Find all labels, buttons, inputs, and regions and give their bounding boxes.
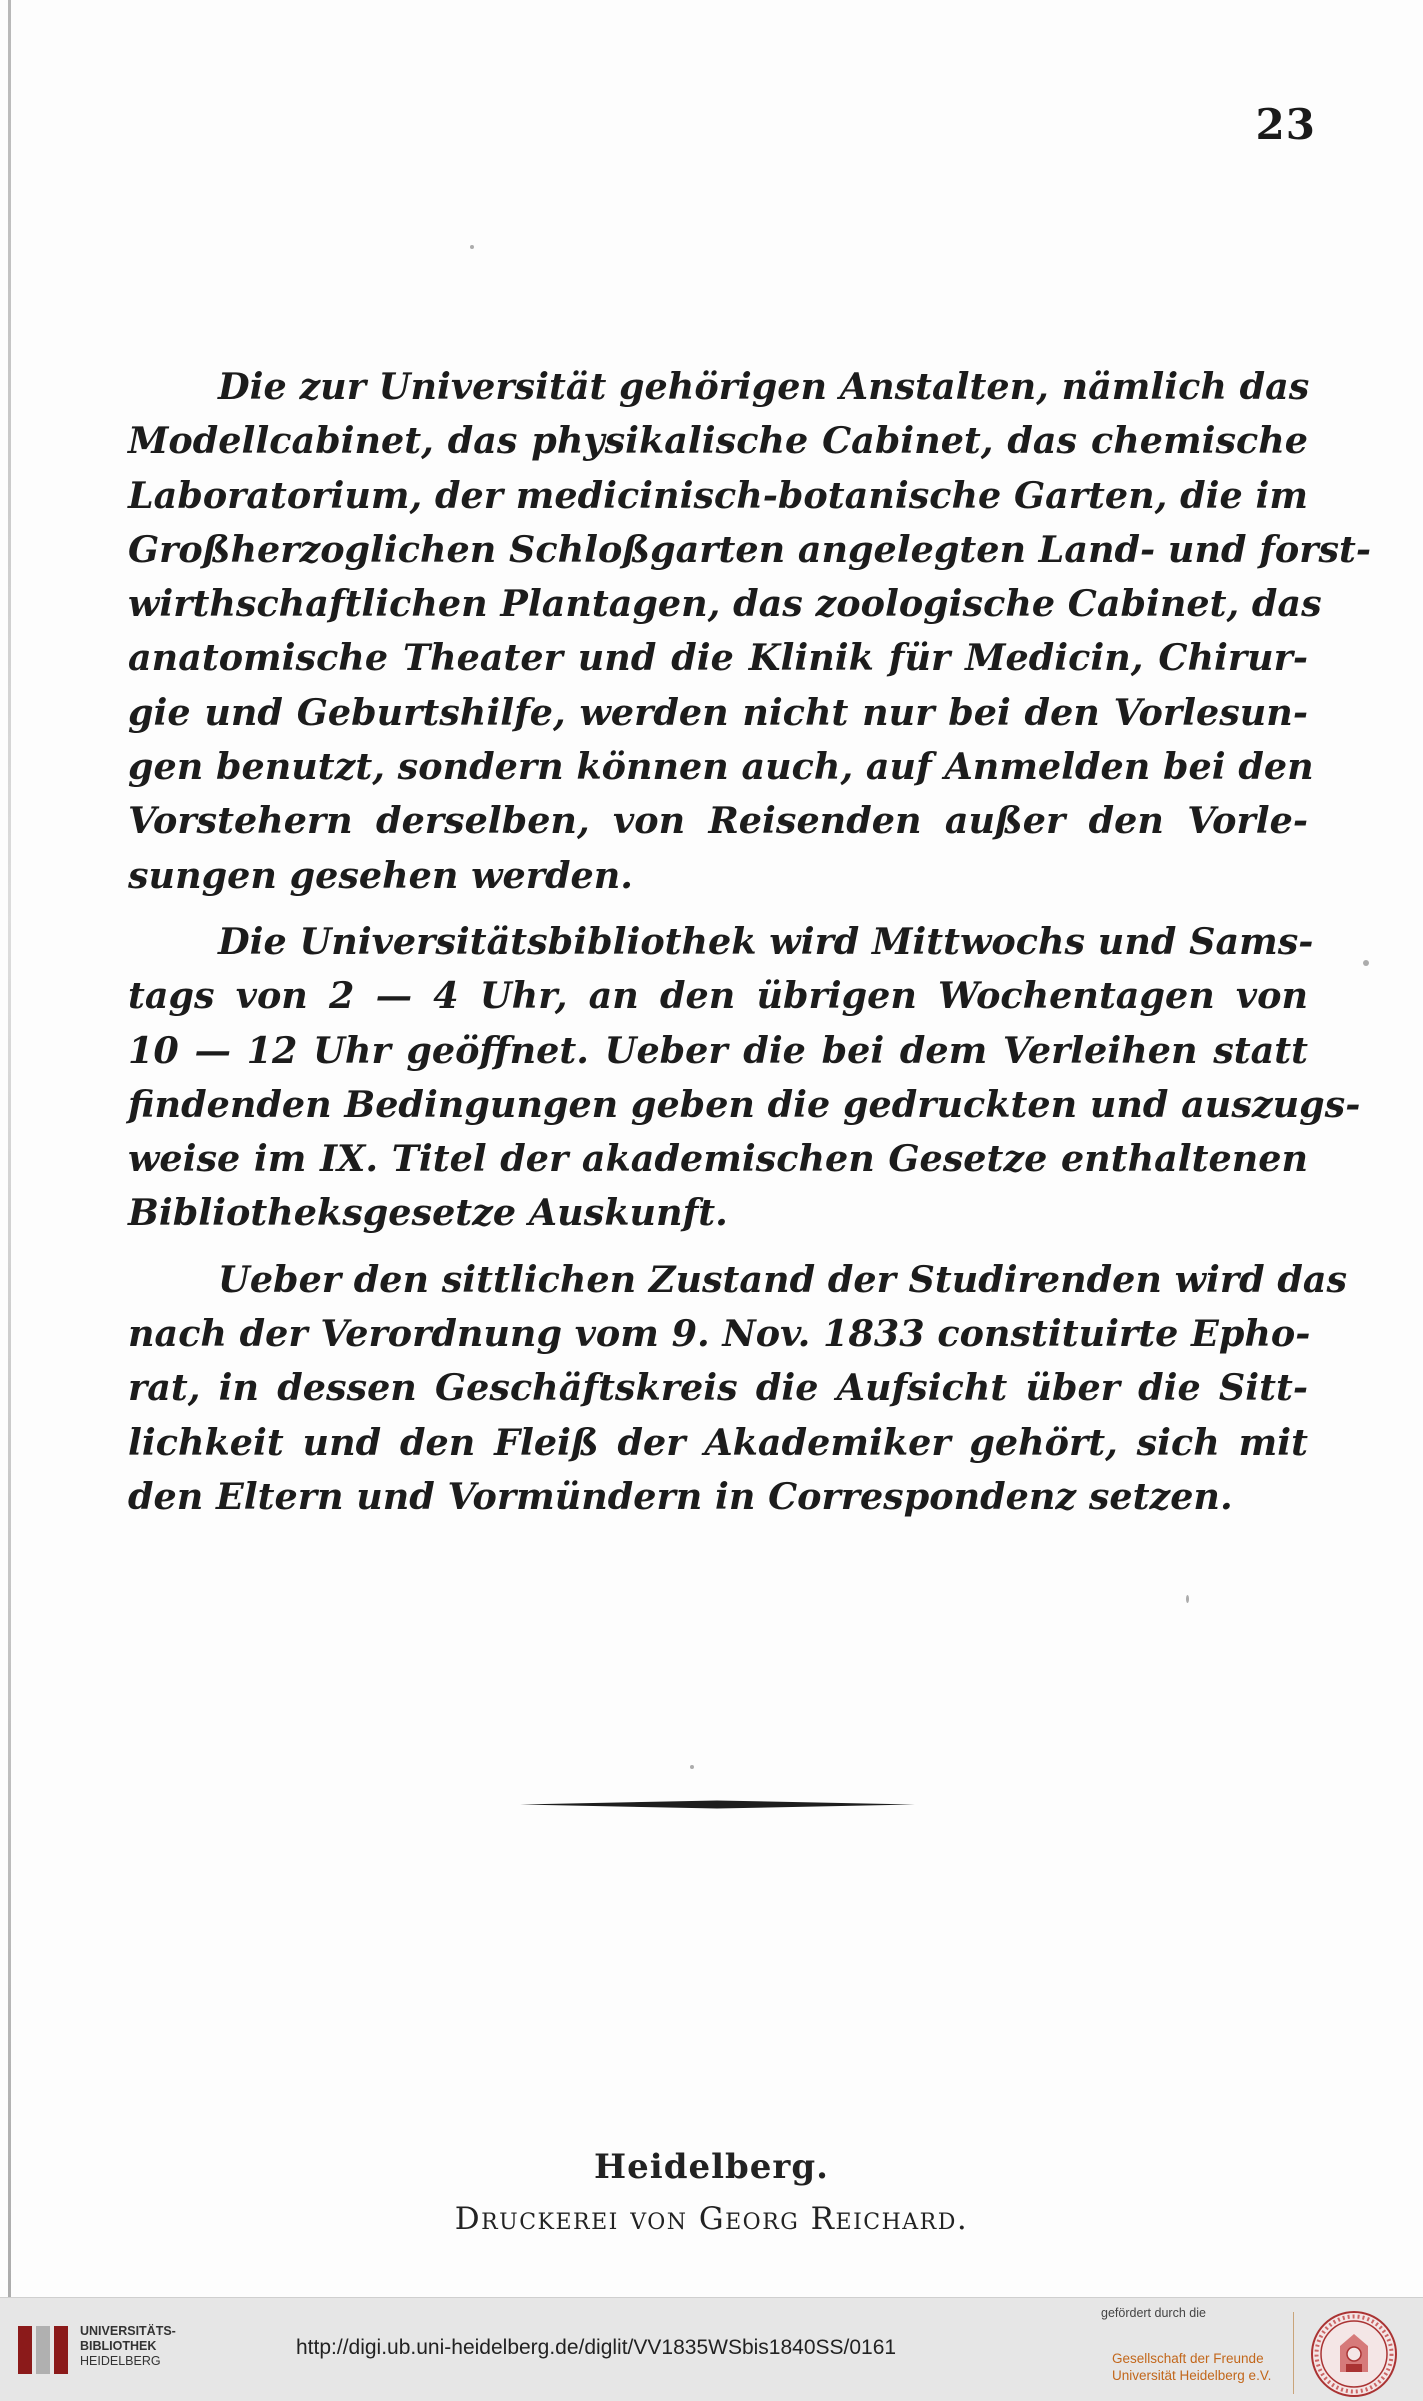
text-line: anatomische Theater und die Klinik für Medicin, Chirur- [128,636,1308,680]
text-line: 10 — 12 Uhr geöffnet. Ueber die bei dem Verleihen statt [128,1028,1308,1072]
text-line: Großherzoglichen Schloßgarten angelegten Land- und forst- [128,527,1372,571]
scan-speck [1186,1595,1189,1603]
page-number: 23 [1255,100,1316,149]
paragraph-ephorat [128,1253,1348,1524]
body-text [128,360,1372,1536]
text-line: Laboratorium, der medicinisch-botanische Garten, die im [128,473,1308,517]
scan-edge [8,0,11,2297]
library-name [80,2324,176,2369]
text-line: Ueber den sittlichen Zustand der Studirenden wird das [218,1257,1348,1301]
text-line: gen benutzt, sondern können auch, auf Anmelden bei den [128,745,1314,789]
text-line: rat, in dessen Geschäftskreis die Aufsicht über die Sitt- [128,1366,1308,1410]
paragraph-library [128,915,1361,1241]
paragraph-institutions [128,360,1372,903]
university-library-logo-icon [14,2320,74,2380]
scan-speck [470,245,474,249]
sponsor-label: gefördert durch die [1101,2306,1206,2320]
text-line: Die Universitätsbibliothek wird Mittwochs und Sams- [218,919,1314,963]
library-name-line: HEIDELBERG [80,2354,161,2368]
text-line: Bibliotheksgesetze Auskunft. [128,1191,728,1235]
sponsor-name-line: Gesellschaft der Freunde [1112,2351,1264,2366]
scan-speck [690,1765,694,1769]
library-name-line: BIBLIOTHEK [80,2339,157,2353]
sponsor-name [1112,2350,1271,2384]
text-line: Vorstehern derselben, von Reisenden außer den Vorle- [128,799,1308,843]
decorative-rule [520,1800,915,1809]
text-line: wirthschaftlichen Plantagen, das zoologische Cabinet, das [128,582,1322,626]
text-line: nach der Verordnung vom 9. Nov. 1833 constituirte Epho- [128,1312,1311,1356]
text-line: weise im IX. Titel der akademischen Gesetze enthaltenen [128,1137,1308,1181]
text-line: tags von 2 — 4 Uhr, an den übrigen Wochentagen von [128,974,1308,1018]
footer-bar [0,2297,1423,2401]
text-line: den Eltern und Vormündern in Correspondenz setzen. [128,1474,1233,1518]
sponsor-divider [1293,2312,1294,2394]
permalink-url[interactable]: http://digi.ub.uni-heidelberg.de/diglit/VV1835WSbis1840SS/0161 [296,2336,897,2359]
text-line: Modellcabinet, das physikalische Cabinet, das chemische [128,419,1308,463]
text-line: sungen gesehen werden. [128,853,633,897]
imprint-city: Heidelberg. [594,2147,829,2187]
imprint-printer: Druckerei von Georg Reichard. [454,2201,969,2237]
text-line: findenden Bedingungen geben die gedruckten und auszugs- [128,1082,1361,1126]
university-seal-icon [1310,2310,1398,2398]
library-name-line: UNIVERSITÄTS- [80,2324,176,2338]
text-line: lichkeit und den Fleiß der Akademiker gehört, sich mit [128,1420,1308,1464]
scan-speck [1363,960,1369,966]
sponsor-name-line: Universität Heidelberg e.V. [1112,2368,1272,2383]
text-line: Die zur Universität gehörigen Anstalten, nämlich das [218,365,1310,408]
text-line: gie und Geburtshilfe, werden nicht nur bei den Vorlesun- [128,690,1308,734]
